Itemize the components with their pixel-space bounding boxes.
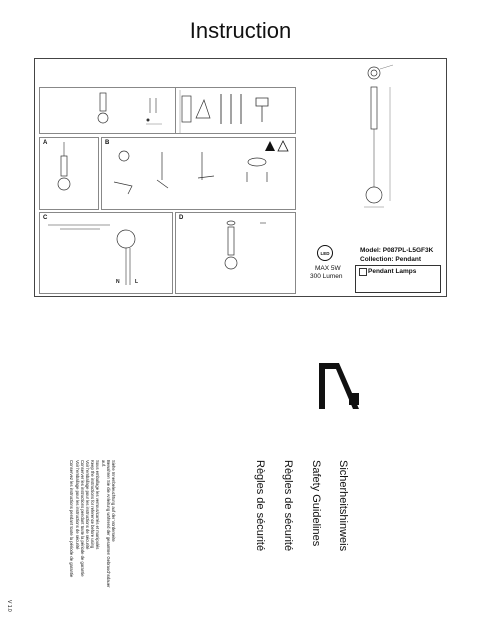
heading-en: Safety Guidelines	[310, 460, 322, 547]
note-line: Voir l'emballage pour les instructions de sécurité	[84, 460, 90, 550]
model-number: Model: P087PL-L5GF3K	[360, 247, 434, 254]
note-line: Bewahren Sie die Anleitung während der gesamten Gebrauchsdauer	[105, 460, 111, 588]
heading-fr: Règles de sécurité	[282, 460, 294, 552]
note-line: Siehe Innenbeleuchtung auf der Vorderseite	[111, 460, 116, 542]
tools-icon	[176, 88, 297, 135]
note-line: Conserver les instructions pendant toute la période de garantie	[79, 460, 85, 577]
note-line: Conservez les instructions pendant toute la période de garantie	[69, 460, 75, 578]
notes-block	[69, 460, 116, 588]
lamp-category: Pendant Lamps	[368, 268, 417, 275]
panel-c-label: C	[43, 215, 48, 221]
tools-panel	[175, 87, 296, 134]
ceiling-wiring-illustration	[40, 213, 174, 295]
page-title: Instruction	[189, 18, 292, 43]
panel-a	[39, 137, 99, 210]
version-label: V 1.0	[6, 600, 12, 612]
heading-fr-2: Règles de sécurité	[254, 460, 266, 552]
panel-d	[175, 212, 296, 294]
collection-name: Collection: Pendant	[360, 256, 422, 263]
note-line: Sous emballage les verrous/carrés et manipulés	[95, 460, 101, 550]
panel-d-label: D	[179, 215, 184, 221]
lamp-type-icon	[359, 268, 367, 276]
led-badge	[317, 245, 333, 261]
pendant-lamp-icon	[40, 138, 100, 211]
note-line: Keep the instructions for reference before using	[90, 460, 96, 549]
panel-a-label: A	[43, 140, 48, 146]
instruction-sheet	[34, 58, 447, 297]
terminal-n-label: N	[116, 279, 120, 285]
note-line: auf.	[100, 460, 106, 467]
lumen-rating: 300 Lumen	[310, 273, 343, 280]
dimension-drawing	[298, 59, 448, 219]
heading-de: Sicherheitshinweis	[337, 460, 349, 552]
note-line: Voir l'emballage pour les instructions de sécurité	[74, 460, 80, 550]
led-badge-text: LED	[320, 250, 330, 256]
terminal-l-label: L	[135, 279, 139, 285]
panel-c	[39, 212, 173, 294]
power-rating: MAX 5W	[315, 265, 341, 272]
category-box	[355, 265, 441, 293]
panel-b-label: B	[105, 140, 110, 146]
brand-logo	[319, 363, 359, 409]
mounting-illustration	[176, 213, 297, 295]
